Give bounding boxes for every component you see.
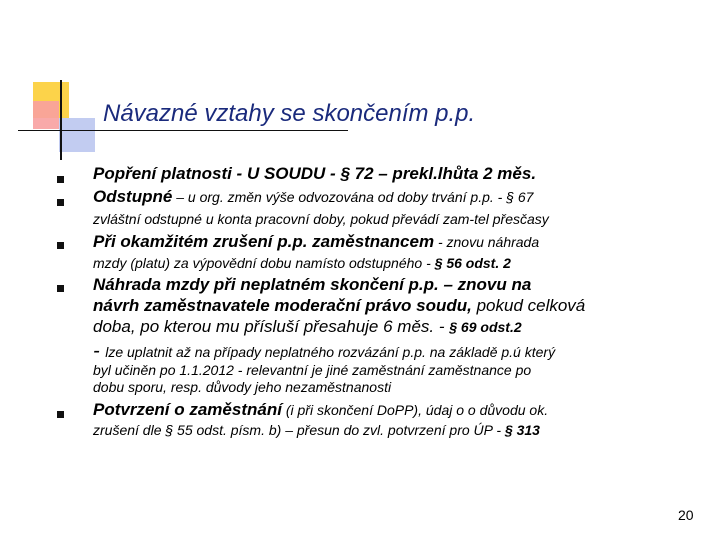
item-2-line-2 <box>93 211 549 227</box>
item-5-line-1 <box>93 400 548 420</box>
item-4-note-1: lze uplatnit až na případy neplatného rozvázání p.p. na základě p.ú který <box>105 344 556 360</box>
item-4-line-2 <box>93 296 585 316</box>
bullet-marker <box>57 176 64 183</box>
item-3-heading: Při okamžitém zrušení p.p. zaměstnancem <box>93 232 435 251</box>
decor-vertical-line <box>60 80 62 160</box>
item-2-heading: Odstupné <box>93 187 173 206</box>
item-4-note-3: dobu sporu, resp. důvody jeho nezaměstnanosti <box>93 379 392 395</box>
bullet-marker <box>57 285 64 292</box>
item-2-subtext: zvláštní odstupné u konta pracovní doby, pokud převádí zam-tel přesčasy <box>93 211 549 227</box>
item-2-text: – u org. změn výše odvozována od doby trvání p.p. - § 67 <box>172 189 534 205</box>
item-3-text: - znovu náhrada <box>434 234 540 250</box>
bullet-marker <box>57 411 64 418</box>
item-3-subtext: mzdy (platu) za výpovědní dobu namísto odstupného - <box>93 255 435 271</box>
bullet-marker <box>57 242 64 249</box>
item-4-note-2: byl učiněn po 1.1.2012 - relevantní je jiné zaměstnání zaměstnance po <box>93 362 532 378</box>
item-4-dash: - <box>93 340 106 362</box>
decor-pink-square <box>33 101 59 129</box>
item-4-heading-2: návrh zaměstnavatele moderační právo soudu, <box>93 296 472 315</box>
page-number: 20 <box>678 507 694 523</box>
item-2-line-1 <box>93 187 533 207</box>
decor-blue-square <box>59 118 95 152</box>
item-4-line-6 <box>93 379 391 395</box>
item-3-line-1 <box>93 232 539 252</box>
item-1-text: Popření platnosti - U SOUDU - § 72 – prekl.lhůta 2 měs. <box>93 164 537 183</box>
item-4-reference: § 69 odst.2 <box>449 319 522 335</box>
item-4-heading-1: Náhrada mzdy při neplatném skončení p.p. – znovu na <box>93 275 532 294</box>
item-4-text-1: pokud celková <box>471 296 586 315</box>
bullet-marker <box>57 199 64 206</box>
item-3-reference: § 56 odst. 2 <box>434 255 511 271</box>
item-4-line-5 <box>93 362 531 378</box>
slide-title: Návazné vztahy se skončením p.p. <box>103 100 476 127</box>
item-4-text-2: doba, po kterou mu přísluší přesahuje 6 měs. - <box>93 317 450 336</box>
decor-horizontal-line <box>18 130 348 131</box>
item-4-line-1 <box>93 275 531 295</box>
item-5-reference: § 313 <box>504 422 540 438</box>
item-5-heading: Potvrzení o zaměstnání <box>93 400 282 419</box>
item-4-line-3 <box>93 317 522 337</box>
item-5-subtext: zrušení dle § 55 odst. písm. b) – přesun do zvl. potvrzení pro ÚP - <box>93 422 505 438</box>
item-1-line-1 <box>93 164 536 184</box>
item-5-line-2 <box>93 422 540 438</box>
item-4-line-4 <box>93 340 555 363</box>
item-5-text: (i při skončení DoPP), údaj o o důvodu ok. <box>281 402 549 418</box>
item-3-line-2 <box>93 255 511 271</box>
